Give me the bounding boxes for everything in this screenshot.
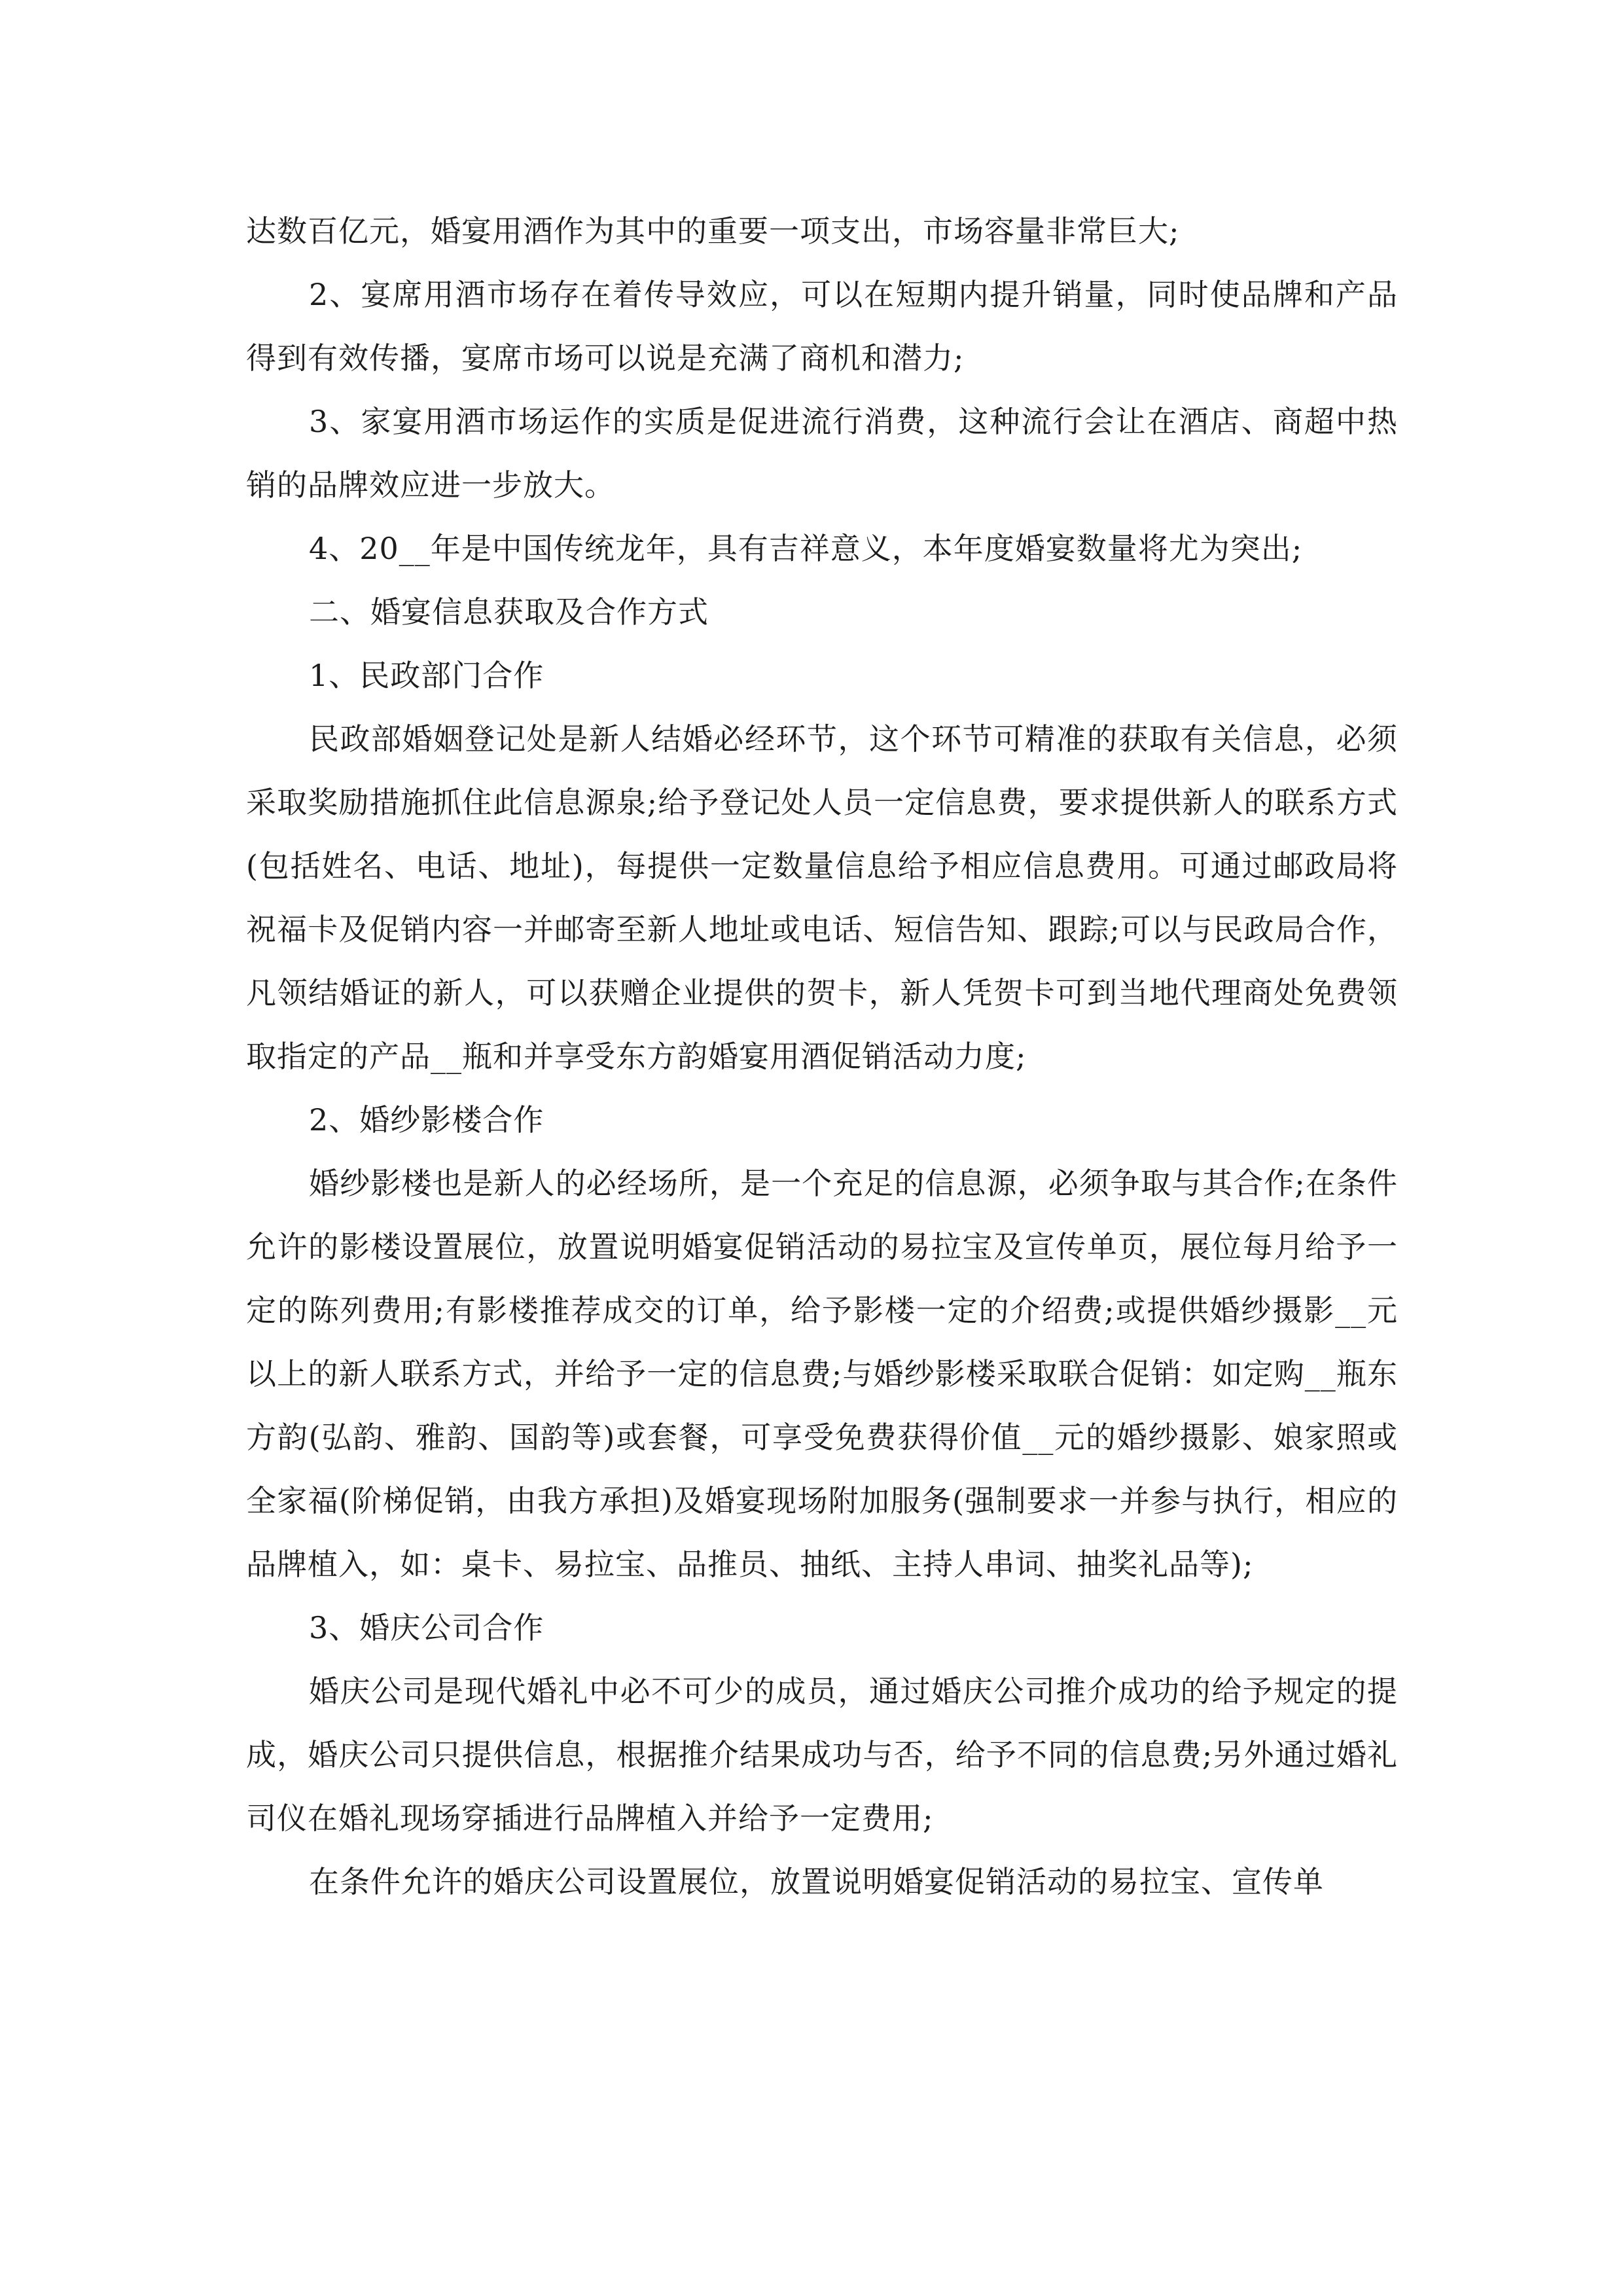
paragraph-market-capacity: 达数百亿元，婚宴用酒作为其中的重要一项支出，市场容量非常巨大;	[246, 213, 1180, 249]
subheading-wedding-studio: 2、婚纱影楼合作	[309, 1102, 544, 1138]
paragraph-point-4: 4、20__年是中国传统龙年，具有吉祥意义，本年度婚宴数量将尤为突出;	[309, 531, 1303, 566]
paragraph-wedding-company: 婚庆公司是现代婚礼中必不可少的成员，通过婚庆公司推介成功的给予规定的提成，婚庆公司只提供信息，根据推介结果成功与否，给予不同的信息费;另外通过婚礼司仪在婚礼现场穿插进行品牌植入并给予一定费用;	[246, 1674, 1398, 1836]
subheading-wedding-company: 3、婚庆公司合作	[309, 1610, 544, 1645]
paragraph-point-3: 3、家宴用酒市场运作的实质是促进流行消费，这种流行会让在酒店、商超中热销的品牌效应进一步放大。	[246, 404, 1398, 503]
document-body	[246, 200, 1398, 1914]
paragraph-civil-affairs: 民政部婚姻登记处是新人结婚必经环节，这个环节可精准的获取有关信息，必须采取奖励措施抓住此信息源泉;给予登记处人员一定信息费，要求提供新人的联系方式(包括姓名、电话、地址)，每提供一定数量信息给予相应信息费用。可通过邮政局将祝福卡及促销内容一并邮寄至新人地址或电话、短信告知、跟踪;可以与民政局合作，凡领结婚证的新人，可以获赠企业提供的贺卡，新人凭贺卡可到当地代理商处免费领取指定的产品__瓶和并享受东方韵婚宴用酒促销活动力度;	[246, 721, 1398, 1074]
subheading-civil-affairs: 1、民政部门合作	[309, 658, 544, 693]
paragraph-point-2: 2、宴席用酒市场存在着传导效应，可以在短期内提升销量，同时使品牌和产品得到有效传播，宴席市场可以说是充满了商机和潜力;	[246, 277, 1398, 376]
section-heading-2: 二、婚宴信息获取及合作方式	[309, 594, 709, 630]
paragraph-wedding-studio: 婚纱影楼也是新人的必经场所，是一个充足的信息源，必须争取与其合作;在条件允许的影楼设置展位，放置说明婚宴促销活动的易拉宝及宣传单页，展位每月给予一定的陈列费用;有影楼推荐成交的订单，给予影楼一定的介绍费;或提供婚纱摄影__元以上的新人联系方式，并给予一定的信息费;与婚纱影楼采取联合促销：如定购__瓶东方韵(弘韵、雅韵、国韵等)或套餐，可享受免费获得价值__元的婚纱摄影、娘家照或全家福(阶梯促销，由我方承担)及婚宴现场附加服务(强制要求一并参与执行，相应的品牌植入，如：桌卡、易拉宝、品推员、抽纸、主持人串词、抽奖礼品等);	[246, 1166, 1398, 1582]
paragraph-wedding-company-booth: 在条件允许的婚庆公司设置展位，放置说明婚宴促销活动的易拉宝、宣传单	[309, 1864, 1324, 1899]
